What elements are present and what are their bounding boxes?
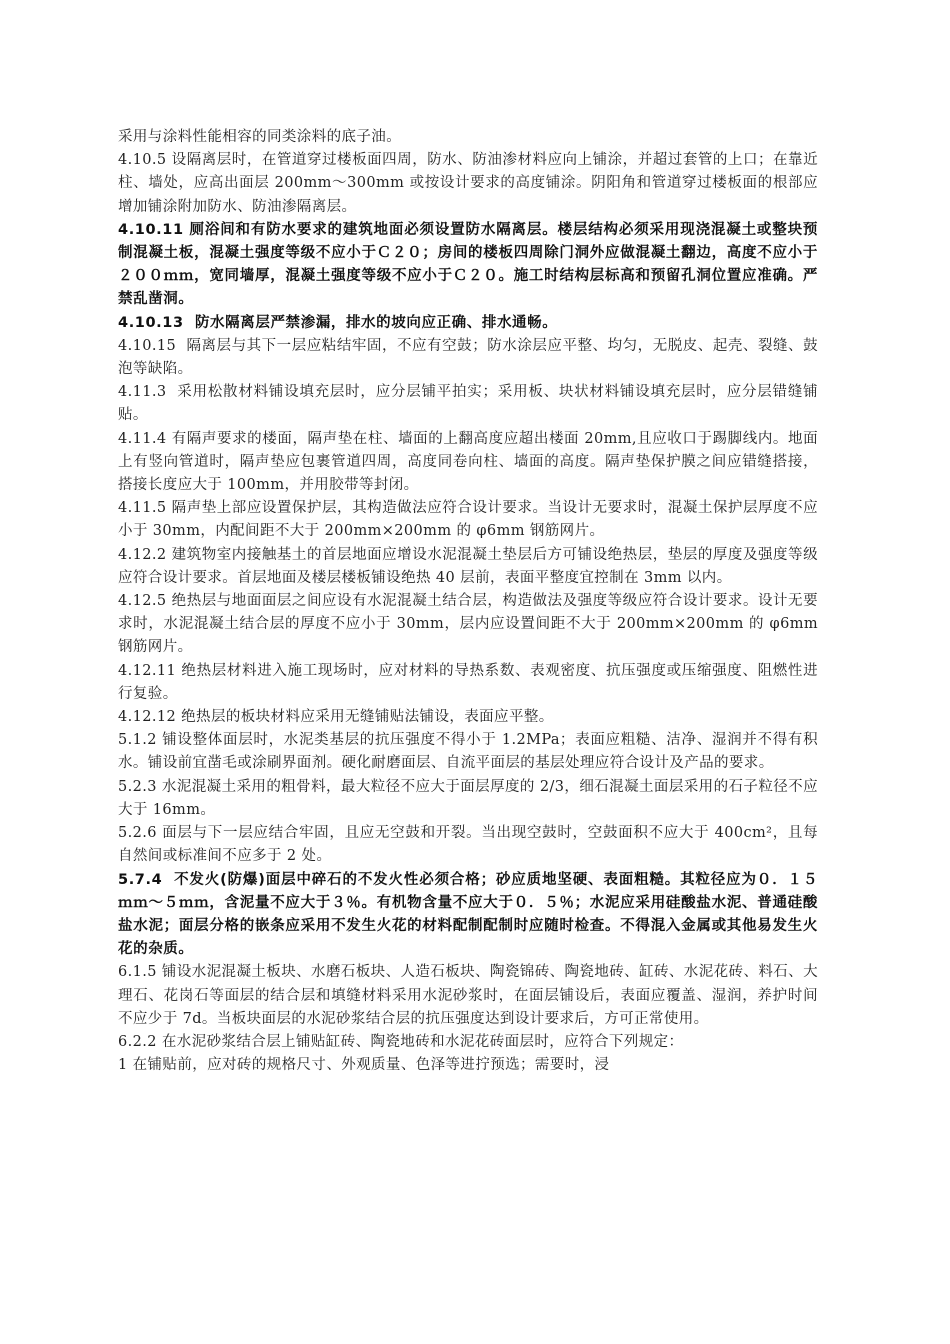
paragraph: 4.12.5 绝热层与地面面层之间应设有水泥混凝土结合层，构造做法及强度等级应符合设计要求。设计无要求时，水泥混凝土结合层的厚度不应小于 30mm，层内应设置间距不大于 200mm×200mm 的 φ6mm 钢筋网片。: [118, 593, 824, 656]
paragraph-bold: 5.7.4 不发火(防爆)面层中碎石的不发火性必须合格；砂应质地坚硬、表面粗糙。其粒径应为０．１５ｍｍ～５ｍｍ，含泥量不应大于３％。有机物含量不应大于０．５％；水泥应采用硅酸盐水泥、普通硅酸盐水泥；面层分格的嵌条应采用不发生火花的材料配制配制时应随时检查。不得混入金属或其他易发生火花的杂质。: [118, 871, 818, 958]
paragraph: 4.11.4 有隔声要求的楼面，隔声垫在柱、墙面的上翻高度应超出楼面 20mm,且应收口于踢脚线内。地面上有竖向管道时，隔声垫应包裹管道四周，高度同卷向柱、墙面的高度。隔声垫保护膜之间应错缝搭接，搭接长度应大于 100mm，并用胶带等封闭。: [118, 430, 818, 494]
paragraph-bold: 4.10.11 厕浴间和有防水要求的建筑地面必须设置防水隔离层。楼层结构必须采用现浇混凝土或整块预制混凝土板，混凝土强度等级不应小于Ｃ２０；房间的楼板四周除门洞外应做混凝土翻边，高度不应小于２００ｍｍ，宽同墙厚，混凝土强度等级不应小于Ｃ２０。施工时结构层标高和预留孔洞位置应准确。严禁乱凿洞。: [118, 221, 818, 308]
paragraph: 1 在铺贴前，应对砖的规格尺寸、外观质量、色泽等进拧预选；需要时，浸: [118, 1057, 610, 1074]
paragraph: 6.1.5 铺设水泥混凝土板块、水磨石板块、人造石板块、陶瓷锦砖、陶瓷地砖、缸砖、水泥花砖、料石、大理石、花岗石等面层的结合层和填缝材料采用水泥砂浆时，在面层铺设后，表面应覆盖、湿润，养护时间不应少于 7d。当板块面层的水泥砂浆结合层的抗压强度达到设计要求后，方可正常使用。: [118, 964, 818, 1027]
paragraph: 4.12.11 绝热层材料进入施工现场时，应对材料的导热系数、表观密度、抗压强度或压缩强度、阻燃性进行复验。: [118, 662, 818, 702]
document-body: [118, 126, 824, 1077]
paragraph: 6.2.2 在水泥砂浆结合层上铺贴缸砖、陶瓷地砖和水泥花砖面层时，应符合下列规定：: [118, 1033, 684, 1050]
paragraph: 4.12.2 建筑物室内接触基土的首层地面应增设水泥混凝土垫层后方可铺设绝热层，垫层的厚度及强度等级应符合设计要求。首层地面及楼层楼板铺设绝热 40 层前，表面平整度宜控制在 3mm 以内。: [118, 546, 818, 586]
paragraph-bold: 4.10.13 防水隔离层严禁渗漏，排水的坡向应正确、排水通畅。: [118, 314, 558, 331]
paragraph: 4.12.12 绝热层的板块材料应采用无缝铺贴法铺设，表面应平整。: [118, 709, 554, 726]
paragraph: 4.11.5 隔声垫上部应设置保护层，其构造做法应符合设计要求。当设计无要求时，混凝土保护层厚度不应小于 30mm，内配间距不大于 200mm×200mm 的 φ6mm 钢筋网片。: [118, 500, 818, 540]
paragraph: 采用与涂料性能相容的同类涂料的底子油。: [118, 129, 402, 145]
paragraph: 4.10.5 设隔离层时，在管道穿过楼板面四周，防水、防油渗材料应向上铺涂，并超过套管的上口；在靠近柱、墙处，应高出面层 200mm～300mm 或按设计要求的高度铺涂。阴阳角和管道穿过楼板面的根部应增加铺涂附加防水、防油渗隔离层。: [118, 152, 818, 215]
paragraph: 5.2.3 水泥混凝土采用的粗骨料，最大粒径不应大于面层厚度的 2/3，细石混凝土面层采用的石子粒径不应大于 16mm。: [118, 778, 818, 818]
paragraph: 5.1.2 铺设整体面层时，水泥类基层的抗压强度不得小于 1.2MPa；表面应粗糙、洁净、湿润并不得有积水。铺设前宜凿毛或涂刷界面剂。硬化耐磨面层、自流平面层的基层处理应符合设计及产品的要求。: [118, 732, 818, 772]
paragraph: 4.11.3 采用松散材料铺设填充层时，应分层铺平拍实；采用板、块状材料铺设填充层时，应分层错缝铺贴。: [118, 384, 818, 424]
paragraph: 5.2.6 面层与下一层应结合牢固，且应无空鼓和开裂。当出现空鼓时，空鼓面积不应大于 400cm²，且每自然间或标准间不应多于 2 处。: [118, 825, 818, 865]
paragraph: 4.10.15 隔离层与其下一层应粘结牢固，不应有空鼓；防水涂层应平整、均匀，无脱皮、起壳、裂缝、鼓泡等缺陷。: [118, 337, 818, 378]
